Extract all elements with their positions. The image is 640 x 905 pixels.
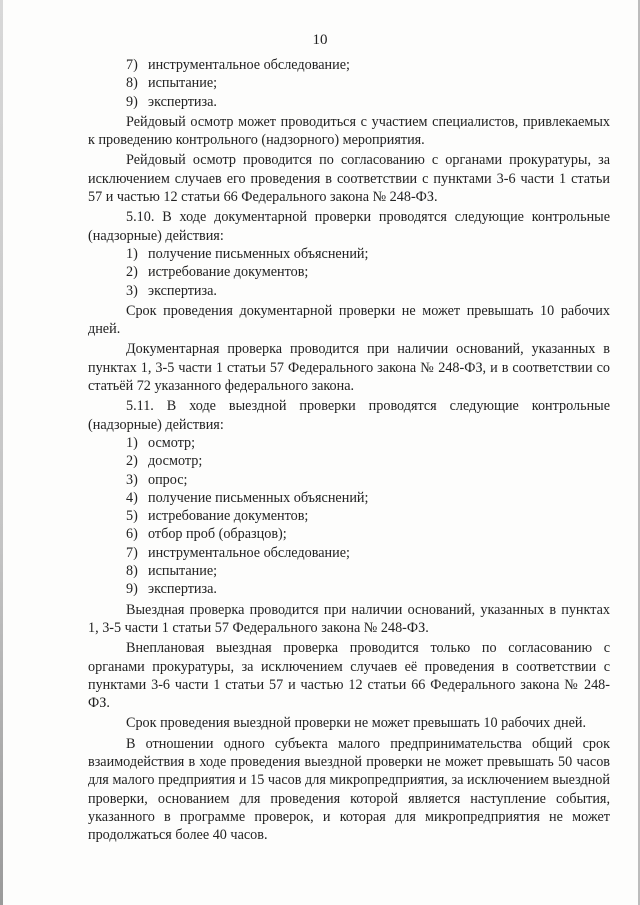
list-item (88, 434, 610, 452)
list-item (88, 489, 610, 507)
list-item (88, 580, 610, 598)
list-item-text: истребование документов; (148, 508, 309, 525)
list-item-number: 8) (126, 563, 138, 580)
list-item (88, 452, 610, 470)
list-item-text: экспертиза. (148, 581, 217, 598)
list-item-number: 9) (126, 93, 138, 110)
list-item-number: 7) (126, 544, 138, 561)
page-number: 10 (312, 32, 328, 48)
list-item (88, 56, 610, 74)
paragraph: Выездная проверка проводится при наличии оснований, указанных в пунктах 1, 3-5 части 1 статьи 57 Федерального закона № 248-ФЗ. (88, 601, 610, 636)
list-item-number: 2) (126, 453, 138, 470)
paragraph: Внеплановая выездная проверка проводится только по согласованию с органами прокуратуры, за исключением случаев её проведения в соответствии с пунктами 3-6 части 1 статьи 57 и частью 12 статьи 66 Федерального закона № 248-ФЗ. (88, 640, 610, 712)
section-heading-paragraph: 5.11. В ходе выездной проверки проводятся следующие контрольные (надзорные) действия: (88, 398, 610, 433)
list-item-number: 1) (126, 245, 138, 262)
paragraph: Документарная проверка проводится при наличии оснований, указанных в пунктах 1, 3-5 части 1 статьи 57 Федерального закона № 248-ФЗ, и в соответствии со статьёй 72 указанного федерального закона. (88, 341, 610, 395)
list-item-text: осмотр; (148, 434, 196, 451)
list-item-text: получение письменных объяснений; (148, 245, 369, 262)
list-item (88, 245, 610, 263)
list-item-number: 1) (126, 434, 138, 451)
list-item (88, 471, 610, 489)
list-item-text: экспертиза. (148, 93, 217, 110)
list-item (88, 525, 610, 543)
list-item (88, 544, 610, 562)
paragraph: Рейдовый осмотр может проводиться с участием специалистов, привлекаемых к проведению контрольного (надзорного) мероприятия. (88, 113, 610, 149)
list-item-number: 5) (126, 508, 138, 525)
list-item-number: 2) (126, 264, 138, 281)
list-item (88, 74, 610, 92)
list-item (88, 282, 610, 300)
list-item-text: испытание; (148, 563, 218, 580)
section-heading-paragraph: 5.10. В ходе документарной проверки проводятся следующие контрольные (надзорные) действия: (88, 209, 610, 244)
paragraph: Срок проведения выездной проверки не может превышать 10 рабочих дней. (126, 715, 587, 732)
list-item (88, 263, 610, 281)
list-item-text: инструментальное обследование; (148, 57, 350, 73)
paragraph: В отношении одного субъекта малого предпринимательства общий срок взаимодействия в ходе проведения выездной проверки не может превышать 50 часов для малого предприятия и 15 часов для микропредприятия, за исключением выездной проверки, основанием для проведения которой является наступление события, указанного в программе проверок, и которая для микропредприятия не может продолжаться более 40 часов. (88, 735, 610, 844)
list-item-text: экспертиза. (148, 282, 217, 299)
paragraph: Рейдовый осмотр проводится по согласованию с органами прокуратуры, за исключением случаев его проведения в соответствии с пунктами 3-6 части 1 статьи 57 и частью 12 статьи 66 Федерального закона № 248-ФЗ. (88, 152, 610, 206)
list-item-text: получение письменных объяснений; (148, 489, 369, 506)
list-item-text: досмотр; (148, 453, 203, 470)
list-item-text: отбор проб (образцов); (148, 526, 287, 543)
list-item-text: опрос; (148, 471, 188, 488)
list-item-number: 4) (126, 489, 138, 506)
scan-edge-left (0, 0, 3, 905)
list-item-number: 3) (126, 282, 138, 299)
list-item-number: 6) (126, 526, 138, 543)
paragraph: Срок проведения документарной проверки не может превышать 10 рабочих дней. (88, 302, 610, 338)
list-item (88, 93, 610, 111)
list-item-text: испытание; (148, 75, 218, 92)
document-body (88, 56, 610, 844)
list-item-text: истребование документов; (148, 264, 309, 281)
list-item (88, 507, 610, 525)
list-item (88, 562, 610, 580)
list-item-number: 8) (126, 75, 138, 92)
list-item-number: 3) (126, 471, 138, 488)
list-item-text: инструментальное обследование; (148, 544, 350, 561)
list-item-number: 7) (126, 57, 138, 73)
list-item-number: 9) (126, 581, 138, 598)
